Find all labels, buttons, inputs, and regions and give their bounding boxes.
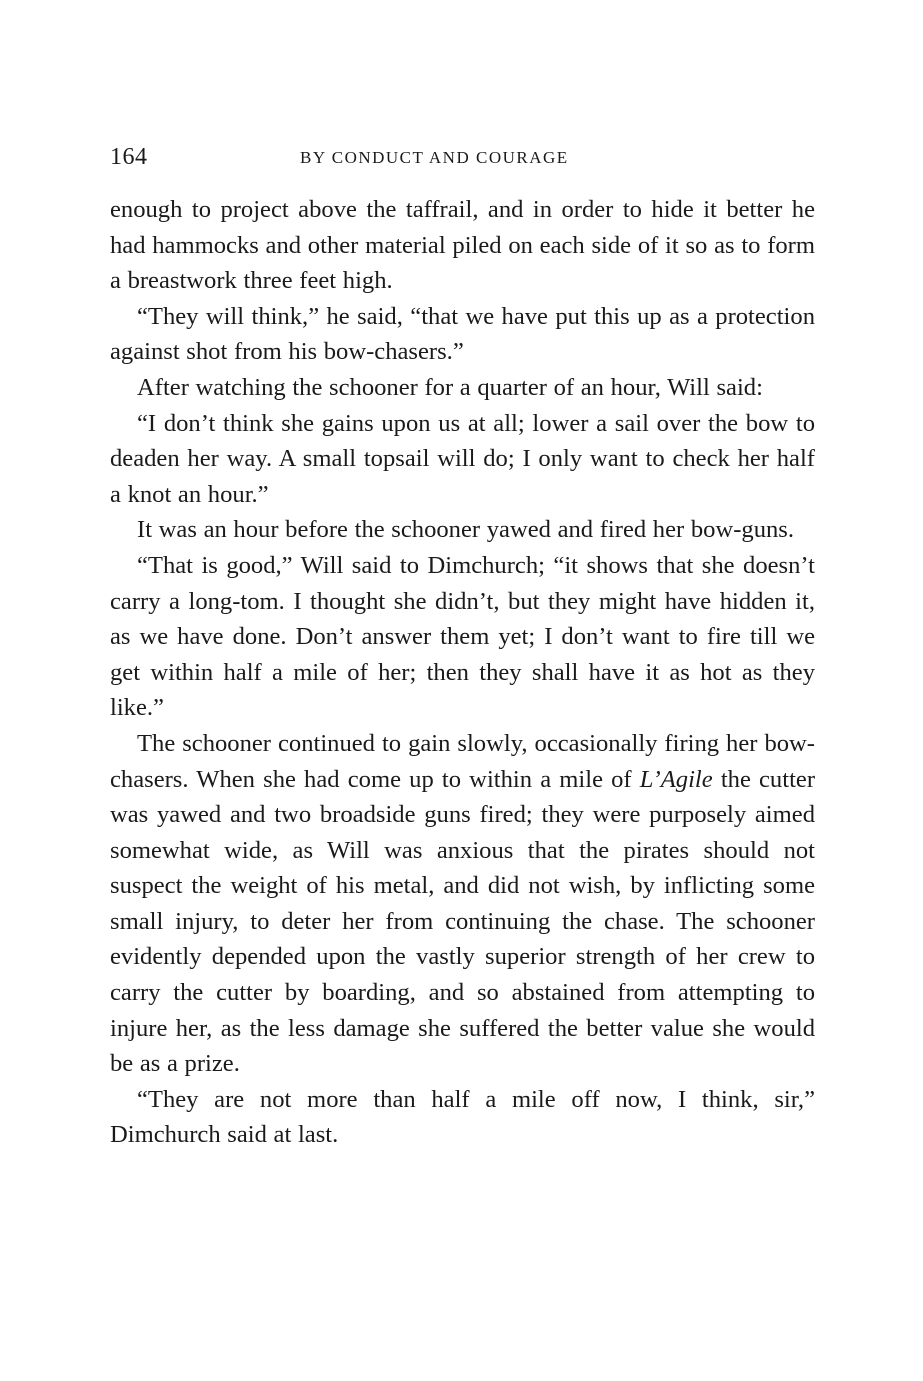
paragraph-4: “I don’t think she gains upon us at all; lower a sail over the bow to deaden her way. A small topsail will do; I only want to check her half a knot an hour.” <box>110 409 815 508</box>
paragraph-7-lead: The schooner continued to gain slowly, occasionally firing her bow-chasers. When she had come up to within a mile of <box>110 729 815 793</box>
ship-name: L’Agile <box>639 765 713 793</box>
paragraph-2: “They will think,” he said, “that we have put this up as a protection against shot from his bow-chasers.” <box>110 302 815 366</box>
paragraph-3: After watching the schooner for a quarter of an hour, Will said: <box>137 373 763 401</box>
page-number: 164 <box>110 144 148 170</box>
paragraph-1: enough to project above the taffrail, and in order to hide it better he had hammocks and other material piled on each side of it so as to form a breastwork three feet high. <box>110 196 815 295</box>
paragraph-5: It was an hour before the schooner yawed and fired her bow-guns. <box>137 516 795 544</box>
paragraph-8: “They are not more than half a mile off now, I think, sir,” Dimchurch said at last. <box>110 1085 815 1149</box>
paragraph-6: “That is good,” Will said to Dimchurch; “it shows that she doesn’t carry a long-tom. I thought she didn’t, but they might have hidden it, as we have done. Don’t answer them yet; I don’t want to fire till we get within half a mile of her; then they shall have it as hot as they like.” <box>110 551 815 722</box>
running-head <box>110 144 815 174</box>
running-title: BY CONDUCT AND COURAGE <box>300 148 569 167</box>
paragraph-7 <box>110 726 815 1082</box>
paragraph-7-rest: the cutter was yawed and two broadside guns fired; they were purposely aimed somewhat wide, as Will was anxious that the pirates should not suspect the weight of his metal, and did not wish, by inflicting some small injury, to deter her from continuing the chase. The schooner evidently depended upon the vastly superior strength of her crew to carry the cutter by boarding, and so abstained from attempting to injure her, as the less damage she suffered the better value she would be as a prize. <box>110 765 816 1078</box>
body-text <box>110 192 815 1153</box>
